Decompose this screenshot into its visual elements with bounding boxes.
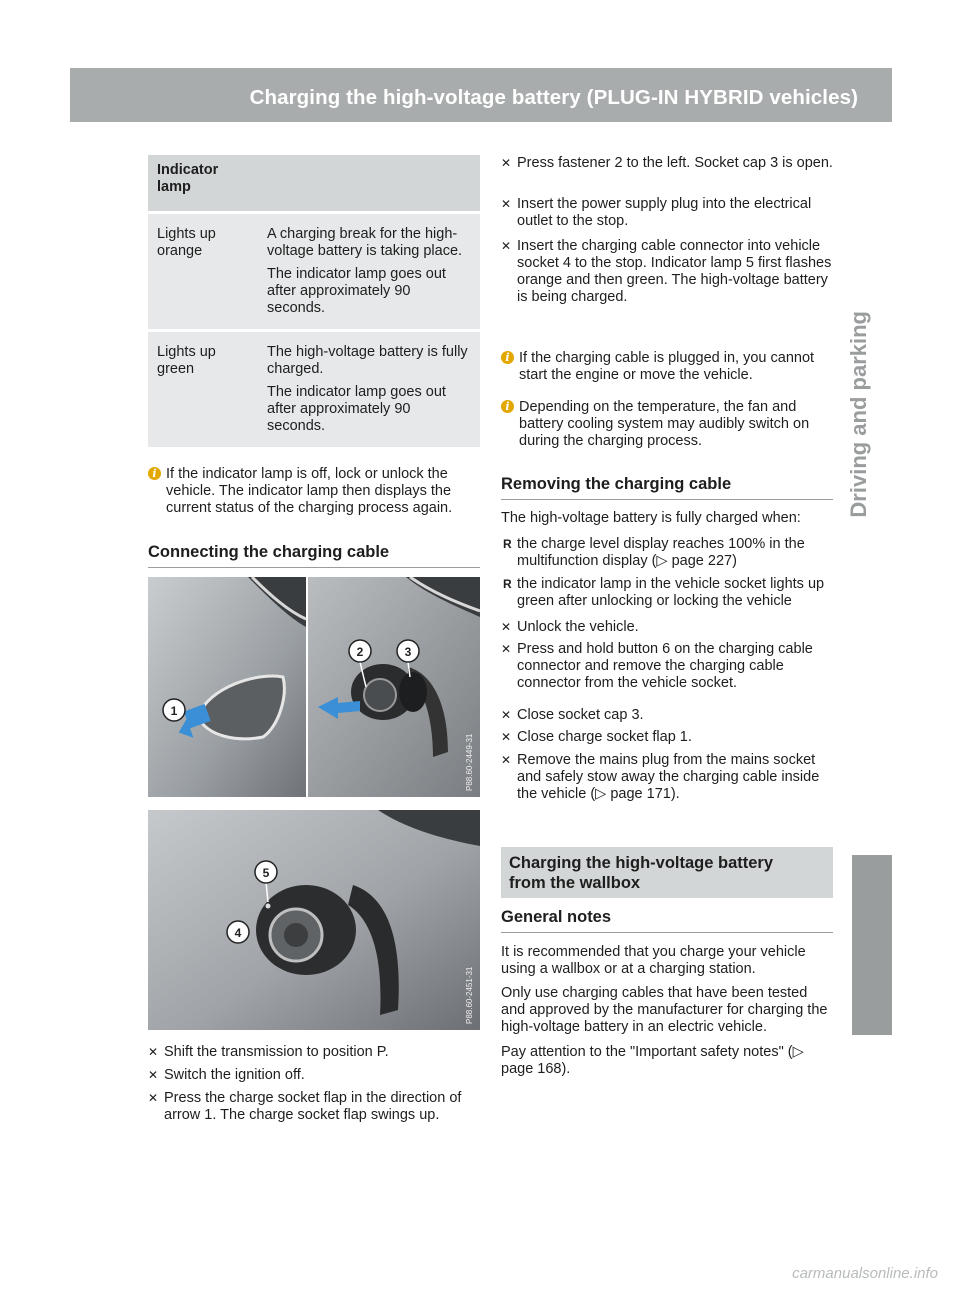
step-arrow-icon: ✕ <box>148 1091 159 1105</box>
instruction-step: ✕ Remove the mains plug from the mains socket and safely stow away the charging cable inside the vehicle (▷ page 171). <box>501 752 820 802</box>
table-row <box>148 331 480 448</box>
instruction-step: ✕ Press fastener 2 to the left. Socket cap 3 is open. <box>501 155 833 171</box>
instruction-step: ✕ Close charge socket flap 1. <box>501 729 692 745</box>
instruction-step: ✕ Insert the charging cable connector into vehicle socket 4 to the stop. Indicator lamp 5 first flashes orange and then green. The high-voltage battery is being charged. <box>501 238 832 305</box>
table-cell-description: A charging break for the high-voltage battery is taking place. The indicator lamp goes out after approximately 90 seconds. <box>258 213 480 331</box>
paragraph: Pay attention to the "Important safety notes" (▷ page 168). <box>501 1044 804 1077</box>
step-arrow-icon: ✕ <box>501 708 512 722</box>
side-tab-marker <box>852 855 892 1035</box>
table-row <box>148 213 480 331</box>
svg-text:4: 4 <box>234 926 242 940</box>
instruction-step: ✕ Press and hold button 6 on the charging cable connector and remove the charging cable connector from the vehicle socket. <box>501 641 813 691</box>
step-arrow-icon: ✕ <box>148 1045 159 1059</box>
info-note: i If the indicator lamp is off, lock or unlock the vehicle. The indicator lamp then displays the current status of the charging process again. <box>148 466 480 517</box>
watermark: carmanualsonline.info <box>792 1265 938 1282</box>
table-cell-state: Lights up orange <box>148 213 258 331</box>
table-cell-state: Lights up green <box>148 331 258 448</box>
step-arrow-icon: ✕ <box>501 197 512 211</box>
info-icon: i <box>501 400 514 413</box>
instruction-step: ✕ Close socket cap 3. <box>501 707 644 723</box>
callout-3 <box>397 640 419 662</box>
instruction-step: ✕ Unlock the vehicle. <box>501 619 639 635</box>
section-heading-connecting: Connecting the charging cable <box>148 543 390 561</box>
info-icon: i <box>501 351 514 364</box>
instruction-step: ✕ Switch the ignition off. <box>148 1067 305 1083</box>
table-cell-description: The high-voltage battery is fully charged. The indicator lamp goes out after approximately 90 seconds. <box>258 331 480 448</box>
svg-text:1: 1 <box>170 704 178 718</box>
side-tab-label: Driving and parking <box>845 311 871 518</box>
svg-text:2: 2 <box>356 645 364 659</box>
divider <box>501 499 833 500</box>
indicator-lamp-table <box>148 155 480 447</box>
figure-code: P88.60-2449-31 <box>465 733 474 791</box>
figure-charge-socket-flap <box>148 577 480 797</box>
bullet-marker: R <box>503 537 512 551</box>
paragraph: Only use charging cables that have been tested and approved by the manufacturer for charging the high-voltage battery in an electric vehicle. <box>501 985 828 1035</box>
callout-4 <box>227 921 249 943</box>
section-title-box <box>501 847 833 898</box>
figure-code: P88.60-2451-31 <box>465 966 474 1024</box>
divider <box>501 932 833 933</box>
instruction-step: ✕ Insert the power supply plug into the electrical outlet to the stop. <box>501 196 812 229</box>
section-heading-removing: Removing the charging cable <box>501 475 732 493</box>
instruction-step: ✕ Shift the transmission to position P. <box>148 1044 389 1060</box>
instruction-step: ✕ Press the charge socket flap in the direction of arrow 1. The charge socket flap swings up. <box>148 1090 462 1123</box>
callout-1 <box>163 699 185 721</box>
step-arrow-icon: ✕ <box>501 239 512 253</box>
svg-text:3: 3 <box>404 645 412 659</box>
svg-text:5: 5 <box>262 866 270 880</box>
subheading-general-notes: General notes <box>501 908 612 926</box>
info-note: i Depending on the temperature, the fan and battery cooling system may audibly switch on during the charging process. <box>501 399 833 450</box>
step-arrow-icon: ✕ <box>501 156 512 170</box>
page-header <box>70 68 951 122</box>
page-title: Charging the high-voltage battery (PLUG-IN HYBRID vehicles) <box>249 86 858 109</box>
callout-2 <box>349 640 371 662</box>
table-header-cell <box>258 155 480 213</box>
paragraph: It is recommended that you charge your vehicle using a wallbox or at a charging station. <box>501 944 806 977</box>
table-header-cell: Indicator lamp <box>148 155 258 213</box>
removing-intro: The high-voltage battery is fully charged when: <box>501 510 801 526</box>
step-arrow-icon: ✕ <box>501 753 512 767</box>
step-arrow-icon: ✕ <box>501 730 512 744</box>
bullet-item: R the indicator lamp in the vehicle socket lights up green after unlocking or locking the vehicle <box>503 576 825 609</box>
info-note: i If the charging cable is plugged in, you cannot start the engine or move the vehicle. <box>501 350 833 384</box>
section-title-wallbox: Charging the high-voltage battery from the wallbox <box>509 854 774 892</box>
figure-vehicle-socket <box>148 810 480 1030</box>
step-arrow-icon: ✕ <box>501 620 512 634</box>
bullet-item: R the charge level display reaches 100% in the multifunction display (▷ page 227) <box>503 536 805 569</box>
divider <box>148 567 480 568</box>
bullet-marker: R <box>503 577 512 591</box>
page-number: 173 <box>916 86 951 108</box>
step-arrow-icon: ✕ <box>148 1068 159 1082</box>
info-icon: i <box>148 467 161 480</box>
side-tab <box>830 126 887 706</box>
callout-5 <box>255 861 277 883</box>
step-arrow-icon: ✕ <box>501 642 512 656</box>
